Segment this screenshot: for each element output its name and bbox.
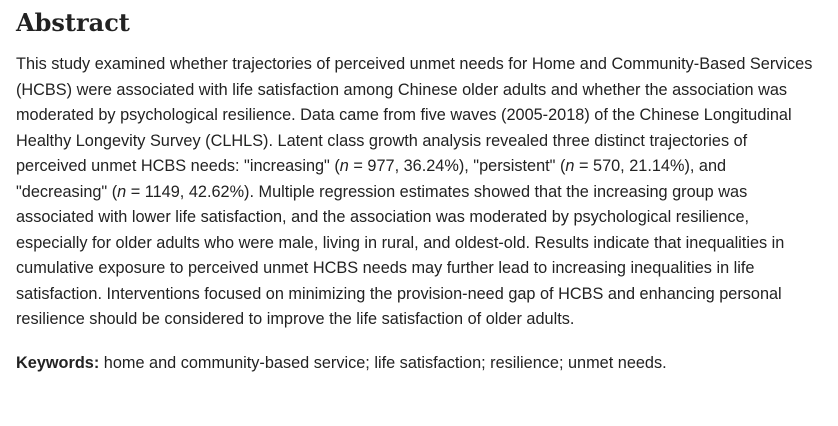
section-heading: Abstract	[16, 8, 130, 37]
sample-size-symbol: n	[339, 157, 349, 175]
keywords-line	[16, 351, 822, 375]
abstract-text-part2: = 977, 36.24%), "persistent" (	[348, 157, 566, 175]
abstract-paragraph	[16, 52, 816, 333]
abstract-text-part1: This study examined whether trajectories of perceived unmet needs for Home and Community-Based Services (HCBS) were associated with life satisfaction among Chinese older adults and whether the association was moderated by psychological resilience. Data came from five waves (2005-2018) of the Chinese Longitudinal Healthy Longevity Survey (CLHLS). Latent class growth analysis revealed three distinct trajectories of perceived unmet HCBS needs: "increasing" (	[16, 55, 813, 175]
sample-size-symbol: n	[565, 157, 575, 175]
keywords-text: home and community-based service; life satisfaction; resilience; unmet needs.	[99, 353, 667, 372]
abstract-text-part3: = 570, 21.14%), and "decreasing" (	[16, 157, 727, 201]
sample-size-symbol: n	[117, 182, 127, 201]
abstract-text-part4: = 1149, 42.62%). Multiple regression estimates showed that the increasing group was associated with lower life satisfaction, and the association was moderated by psychological resilience, especially for older adults who were male, living in rural, and oldest-old. Results indicate that inequalities in cumulative exposure to perceived unmet HCBS needs may further lead to increasing inequalities in life satisfaction. Interventions focused on minimizing the provision-need gap of HCBS and enhancing personal resilience should be considered to improve the life satisfaction of older adults.	[16, 182, 785, 328]
keywords-label: Keywords:	[16, 353, 100, 372]
